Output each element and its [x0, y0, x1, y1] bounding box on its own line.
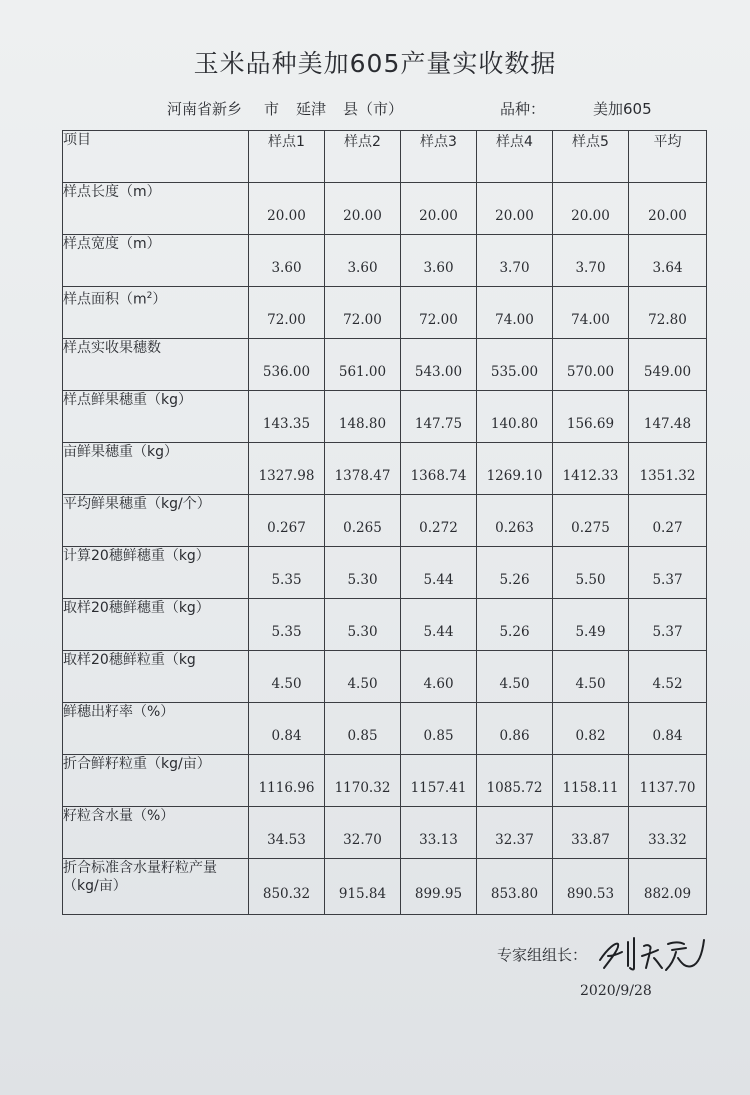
row-label [63, 443, 249, 495]
table-cell: 1269.10 [477, 443, 553, 495]
table-cell: 72.00 [325, 287, 401, 339]
row-label [63, 755, 249, 807]
table-cell: 543.00 [401, 339, 477, 391]
row-label [63, 703, 249, 755]
table-cell: 4.50 [477, 651, 553, 703]
table-cell: 536.00 [249, 339, 325, 391]
table-cell: 72.80 [629, 287, 707, 339]
table-cell: 4.50 [553, 651, 629, 703]
column-header: 平均 [629, 131, 707, 183]
table-cell: 32.37 [477, 807, 553, 859]
table-cell: 148.80 [325, 391, 401, 443]
table-cell: 4.50 [249, 651, 325, 703]
table-cell: 32.70 [325, 807, 401, 859]
table-cell: 3.70 [553, 235, 629, 287]
table-cell: 5.26 [477, 547, 553, 599]
table-row [63, 703, 707, 755]
table-cell: 5.44 [401, 599, 477, 651]
table-cell: 74.00 [477, 287, 553, 339]
table-cell: 3.60 [325, 235, 401, 287]
row-label-tail: ） [152, 291, 167, 308]
document-title: 玉米品种美加605产量实收数据 [193, 49, 557, 78]
row-label [63, 547, 249, 599]
table-cell: 853.80 [477, 859, 553, 915]
row-label [63, 859, 249, 915]
table-header-row [63, 131, 707, 183]
table-cell: 143.35 [249, 391, 325, 443]
table-row [63, 235, 707, 287]
table-cell: 1157.41 [401, 755, 477, 807]
row-label-text: 平均鲜果穗重（kg/个） [63, 496, 211, 512]
table-row [63, 287, 707, 339]
table-cell: 1412.33 [553, 443, 629, 495]
table-cell: 0.82 [553, 703, 629, 755]
table-cell: 33.87 [553, 807, 629, 859]
table-cell: 915.84 [325, 859, 401, 915]
table-cell: 20.00 [477, 183, 553, 235]
row-label-text: 计算20穗鲜穗重（kg） [63, 548, 210, 564]
table-cell: 882.09 [629, 859, 707, 915]
table-cell: 5.30 [325, 599, 401, 651]
table-cell: 4.50 [325, 651, 401, 703]
row-label [63, 599, 249, 651]
table-cell: 0.85 [325, 703, 401, 755]
table-cell: 33.13 [401, 807, 477, 859]
location-county-suffix: 县（市） [343, 100, 404, 118]
table-cell: 899.95 [401, 859, 477, 915]
table-cell: 4.52 [629, 651, 707, 703]
row-label [63, 391, 249, 443]
table-cell: 535.00 [477, 339, 553, 391]
table-cell: 0.265 [325, 495, 401, 547]
column-header-item: 项目 [63, 131, 249, 183]
row-label-text: 鲜穗出籽率（%） [63, 704, 175, 720]
table-cell: 1116.96 [249, 755, 325, 807]
row-label-text: 亩鲜果穗重（kg） [63, 444, 178, 460]
row-label-text: 取样20穗鲜粒重（kg [63, 652, 196, 668]
table-cell: 0.84 [629, 703, 707, 755]
table-row [63, 755, 707, 807]
table-cell: 3.60 [401, 235, 477, 287]
table-cell: 1085.72 [477, 755, 553, 807]
row-label [63, 651, 249, 703]
row-label-text: 样点面积（m [63, 291, 147, 308]
column-header: 样点1 [249, 131, 325, 183]
row-label-text: 样点长度（m） [63, 184, 161, 200]
table-cell: 561.00 [325, 339, 401, 391]
table-cell: 1368.74 [401, 443, 477, 495]
table-cell: 20.00 [629, 183, 707, 235]
table-row [63, 495, 707, 547]
table-cell: 890.53 [553, 859, 629, 915]
yield-table-body [63, 131, 707, 915]
row-label-text: 样点宽度（m） [63, 236, 161, 252]
table-cell: 0.27 [629, 495, 707, 547]
table-cell: 850.32 [249, 859, 325, 915]
row-label-superscript: 2 [146, 291, 153, 301]
table-cell: 34.53 [249, 807, 325, 859]
table-cell: 1158.11 [553, 755, 629, 807]
column-header: 样点5 [553, 131, 629, 183]
row-label-text: 籽粒含水量（%） [63, 808, 175, 824]
table-cell: 0.86 [477, 703, 553, 755]
row-label-text: 取样20穗鲜穗重（kg） [63, 600, 210, 616]
table-cell: 3.70 [477, 235, 553, 287]
table-row [63, 183, 707, 235]
table-row [63, 443, 707, 495]
table-cell: 5.37 [629, 599, 707, 651]
row-label [63, 183, 249, 235]
table-cell: 20.00 [325, 183, 401, 235]
table-cell: 570.00 [553, 339, 629, 391]
table-cell: 5.35 [249, 599, 325, 651]
table-cell: 0.267 [249, 495, 325, 547]
table-row [63, 651, 707, 703]
column-header: 样点2 [325, 131, 401, 183]
row-label [63, 339, 249, 391]
table-cell: 0.85 [401, 703, 477, 755]
table-cell: 0.263 [477, 495, 553, 547]
row-label [63, 287, 249, 339]
row-label [63, 235, 249, 287]
handwritten-signature [594, 930, 714, 976]
row-label [63, 807, 249, 859]
variety-label: 品种： [500, 100, 546, 118]
row-label [63, 495, 249, 547]
table-cell: 5.26 [477, 599, 553, 651]
table-cell: 4.60 [401, 651, 477, 703]
table-cell: 3.60 [249, 235, 325, 287]
row-label-text: 折合标准含水量籽粒产量（kg/亩） [63, 860, 217, 894]
table-cell: 72.00 [249, 287, 325, 339]
table-cell: 147.48 [629, 391, 707, 443]
table-cell: 5.44 [401, 547, 477, 599]
table-cell: 0.272 [401, 495, 477, 547]
row-label-text: 折合鲜籽粒重（kg/亩） [63, 756, 211, 772]
document-date: 2020/9/28 [580, 983, 652, 999]
table-row [63, 599, 707, 651]
location-county: 延津 [296, 100, 327, 118]
table-cell: 1170.32 [325, 755, 401, 807]
table-row [63, 547, 707, 599]
yield-table [62, 130, 707, 915]
table-cell: 5.50 [553, 547, 629, 599]
variety-value: 美加605 [593, 100, 652, 118]
row-label-text: 样点鲜果穗重（kg） [63, 392, 192, 408]
table-cell: 20.00 [249, 183, 325, 235]
table-cell: 140.80 [477, 391, 553, 443]
table-cell: 156.69 [553, 391, 629, 443]
table-cell: 5.37 [629, 547, 707, 599]
table-cell: 20.00 [401, 183, 477, 235]
table-cell: 1378.47 [325, 443, 401, 495]
table-cell: 3.64 [629, 235, 707, 287]
table-row [63, 859, 707, 915]
table-cell: 5.49 [553, 599, 629, 651]
signature-label: 专家组组长： [497, 946, 588, 964]
table-cell: 0.84 [249, 703, 325, 755]
table-cell: 0.275 [553, 495, 629, 547]
table-cell: 549.00 [629, 339, 707, 391]
table-cell: 5.30 [325, 547, 401, 599]
table-row [63, 339, 707, 391]
location-city-suffix: 市 [264, 100, 280, 118]
table-cell: 1327.98 [249, 443, 325, 495]
table-cell: 1351.32 [629, 443, 707, 495]
table-cell: 74.00 [553, 287, 629, 339]
table-cell: 147.75 [401, 391, 477, 443]
table-cell: 20.00 [553, 183, 629, 235]
table-row [63, 807, 707, 859]
row-label-text: 样点实收果穗数 [63, 340, 161, 356]
table-cell: 72.00 [401, 287, 477, 339]
table-cell: 5.35 [249, 547, 325, 599]
table-cell: 33.32 [629, 807, 707, 859]
column-header: 样点4 [477, 131, 553, 183]
table-cell: 1137.70 [629, 755, 707, 807]
column-header: 样点3 [401, 131, 477, 183]
table-row [63, 391, 707, 443]
location-province: 河南省新乡 [167, 100, 243, 118]
